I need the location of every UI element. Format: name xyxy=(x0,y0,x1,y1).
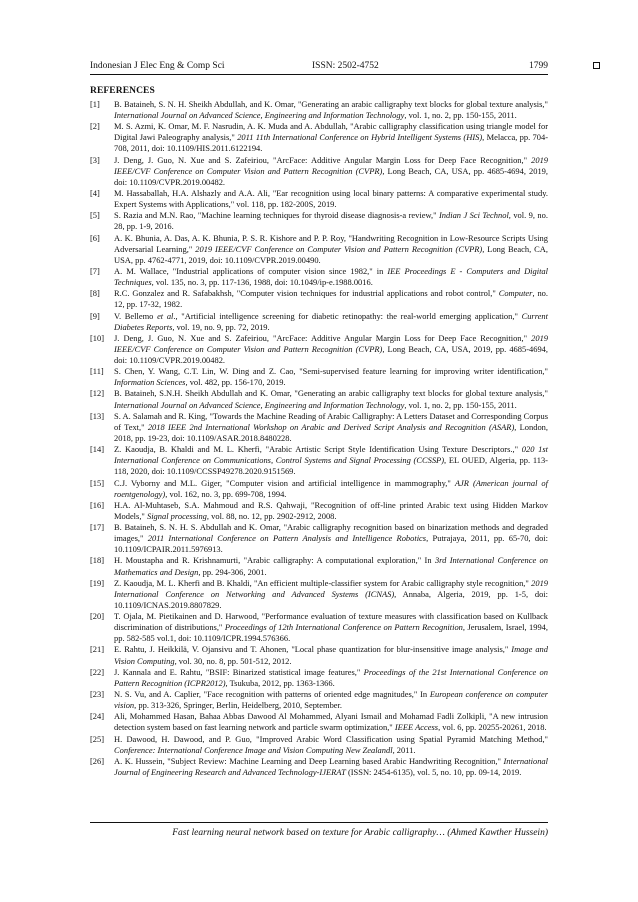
reference-segment: J. Deng, J. Guo, N. Xue and S. Zafeiriou, "ArcFace: Additive Angular Margin Loss for Deep Face Recognition," xyxy=(114,332,532,343)
reference-segment: , no. 12, pp. 17-32, 1982. xyxy=(114,288,548,310)
references-heading: REFERENCES xyxy=(90,86,155,96)
reference-number: [1] xyxy=(90,99,100,109)
reference-source: AJR (American journal of roentgenology) xyxy=(114,477,549,499)
reference-segment: M. Hassaballah, H.A. Alshazly and A.A. Ali, "Ear recognition using local binary patterns: A comparative experimental study. Expert Systems with Applications," vol. 118, pp. 182-200S, 2019. xyxy=(114,188,548,210)
reference-item xyxy=(90,121,548,154)
reference-segment: , vol. 1, no. 2, pp. 150-155, 2011. xyxy=(404,110,517,121)
reference-segment: , pp. 294-306, 2001. xyxy=(198,566,267,577)
reference-source: 2011 International Conference on Pattern Analysis and Intelligence Robotics xyxy=(147,533,427,544)
reference-segment: S. A. Salamah and R. King, "Towards the Machine Reading of Arabic Calligraphy: A Letters Dataset and Corresponding Corpus of Text," xyxy=(114,410,548,432)
reference-source: IEE Proceedings E - Computers and Digital Techniques xyxy=(114,265,548,288)
reference-item xyxy=(90,667,548,689)
reference-source: Image and Vision Computing xyxy=(114,644,548,666)
reference-number: [19] xyxy=(90,577,105,588)
reference-text xyxy=(114,311,548,333)
reference-item xyxy=(90,311,548,333)
reference-item xyxy=(90,233,548,266)
reference-segment: H.A. Al-Muhtaseb, S.A. Mahmoud and R.S. Qahwaji, "Recognition of off-line printed Arabic text using Hidden Markov Models," xyxy=(114,499,548,521)
reference-text xyxy=(114,555,548,577)
reference-item xyxy=(90,522,548,555)
reference-source: 2019 IEEE/CVF Conference on Computer Vision and Pattern Recognition (CVPR) xyxy=(114,332,548,354)
reference-segment: C.J. Vyborny and M.L. Giger, "Computer vision and artificial intelligence in mammography," xyxy=(114,477,455,488)
reference-item xyxy=(90,611,548,644)
reference-number: [7] xyxy=(90,265,100,276)
reference-item xyxy=(90,444,548,477)
reference-segment: E. Rahtu, J. Heikkilä, V. Ojansivu and T. Ahonen, "Local phase quantization for blur-insensitive image analysis," xyxy=(114,644,512,655)
reference-source: et al xyxy=(157,310,174,321)
reference-item xyxy=(90,210,548,232)
reference-segment: , Tsukuba, 2012, pp. 1363-1366. xyxy=(225,677,335,688)
reference-source: 2011 11th International Conference on Hybrid Intelligent Systems (HIS) xyxy=(237,132,483,143)
reference-segment: , vol. 135, no. 3, pp. 117-136, 1988, doi: 10.1049/ip-e.1988.0016. xyxy=(151,277,373,288)
reference-text xyxy=(114,388,548,410)
reference-segment: , vol. 19, no. 9, pp. 72, 2019. xyxy=(172,321,270,332)
reference-segment: A. M. Wallace, "Industrial applications of computer vision since 1982," in xyxy=(114,265,388,276)
reference-source: 2018 IEEE 2nd International Workshop on Arabic and Derived Script Analysis and Recognition (ASAR) xyxy=(147,421,515,432)
reference-number: [5] xyxy=(90,210,100,221)
reference-text xyxy=(114,99,548,121)
reference-number: [16] xyxy=(90,499,105,510)
reference-segment: B. Bataineh, S. N. H. Sheikh Abdullah, and K. Omar, "Generating an arabic calligraphy text blocks for global texture analysis," xyxy=(114,99,548,109)
journal-name: Indonesian J Elec Eng & Comp Sci xyxy=(90,61,225,71)
reference-text xyxy=(114,288,548,310)
reference-text xyxy=(114,522,548,555)
running-footer: Fast learning neural network based on texture for Arabic calligraphy… (Ahmed Kawther Hussein) xyxy=(172,828,548,838)
reference-segment: , vol. 88, no. 12, pp. 2902-2912, 2008. xyxy=(206,510,337,521)
reference-source: Computer xyxy=(498,288,533,299)
page-number: 1799 xyxy=(529,61,548,71)
footer-divider xyxy=(90,822,548,823)
reference-segment: S. Razia and M.N. Rao, "Machine learning techniques for thyroid disease diagnosis-a review," xyxy=(114,210,439,221)
reference-item xyxy=(90,478,548,500)
reference-text xyxy=(114,756,548,778)
checkbox-square-icon xyxy=(593,62,600,69)
reference-number: [12] xyxy=(90,388,105,399)
reference-item xyxy=(90,500,548,522)
reference-segment: , London, 2018, pp. 19-23, doi: 10.1109/ASAR.2018.8480228. xyxy=(114,421,549,443)
reference-segment: , vol. 1, no. 2, pp. 150-155, 2011. xyxy=(404,399,517,410)
reference-item xyxy=(90,155,548,188)
reference-segment: (ISSN: 2454-6135), vol. 5, no. 10, pp. 09-14, 2019. xyxy=(345,766,522,777)
reference-segment: N. S. Vu, and A. Caplier, "Face recognition with patterns of oriented edge magnitudes," In xyxy=(114,689,430,700)
reference-segment: , EL OUED, Algeria, pp. 113-118, 2020, doi: 10.1109/CCSSP49278.2020.9151569. xyxy=(114,455,548,477)
reference-text xyxy=(114,611,548,644)
reference-source: European conference on computer vision xyxy=(114,689,548,711)
reference-item xyxy=(90,188,548,210)
reference-segment: Z. Kaoudja, M. L. Kherfi and B. Khaldi, "An efficient multiple-classifier system for Arabic calligraphy style recognition," xyxy=(114,577,532,588)
reference-item xyxy=(90,266,548,288)
reference-segment: B. Bataineh, S. N. H. S. Abdullah and K. Omar, "Arabic calligraphy recognition based on binarization methods and degraded images," xyxy=(114,522,548,544)
reference-source: 2019 International Conference on Networking and Advanced Systems (ICNAS) xyxy=(114,577,548,599)
reference-item xyxy=(90,411,548,444)
reference-item xyxy=(90,333,548,366)
reference-source: Conference: International Conference Image and Vision Computing New Zealandl xyxy=(114,744,393,755)
reference-segment: , vol. 482, pp. 156-170, 2019. xyxy=(185,377,286,388)
reference-source: 2019 IEEE/CVF Conference on Computer Vision and Pattern Recognition (CVPR) xyxy=(114,154,548,176)
reference-source: Proceedings of 12th International Conference on Pattern Recognition xyxy=(224,622,463,633)
reference-number: [13] xyxy=(90,410,105,421)
reference-number: [20] xyxy=(90,611,105,622)
reference-segment: , vol. 6, pp. 20255-20261, 2018. xyxy=(438,722,547,733)
reference-text xyxy=(114,333,548,366)
reference-number: [22] xyxy=(90,666,105,677)
reference-segment: V. Bellemo xyxy=(114,310,158,321)
reference-segment: , vol. 162, no. 3, pp. 699-708, 1994. xyxy=(165,488,287,499)
reference-number: [23] xyxy=(90,689,105,700)
reference-number: [21] xyxy=(90,644,105,655)
reference-segment: A. K. Bhunia, A. Das, A. K. Bhunia, P. S. R. Kishore and P. P. Roy, "Handwriting Recognition in Low-Resource Scripts Using Adversarial Learning," xyxy=(114,232,548,254)
reference-source: International Journal of Engineering Research and Advanced Technology-IJERAT xyxy=(114,755,548,777)
reference-number: [24] xyxy=(90,711,105,722)
reference-segment: , Annaba, Algeria, 2019, pp. 1-5, doi: 10.1109/ICNAS.2019.8807829. xyxy=(114,588,548,610)
reference-number: [3] xyxy=(90,154,100,165)
reference-segment: H. Dawood, H. Dawood, and P. Guo, "Improved Arabic Word Classification using Spatial Pyramid Matching Method," xyxy=(114,733,548,744)
reference-segment: Z. Kaoudja, B. Khaldi and M. L. Kherfi, "Arabic Artistic Script Style Identification Using Texture Descriptors.," xyxy=(114,444,522,455)
reference-segment: Ali, Mohammed Hasan, Bahaa Abbas Dawood Al Mohammed, Alyani Ismail and Mohamad Fadli Zolkipli, "A new intrusion detection system based on fast learning network and particle swarm optimization," xyxy=(114,711,548,733)
reference-item xyxy=(90,366,548,388)
reference-segment: , Long Beach, CA, USA, 2019, pp. 4685-4694, doi: 10.1109/CVPR.2019.00482. xyxy=(114,343,548,365)
reference-text xyxy=(114,444,548,477)
reference-segment: , Melacca, pp. 704-708, 2011, doi: 10.1109/HIS.2011.6122194. xyxy=(114,132,549,154)
reference-segment: S. Chen, Y. Wang, C.T. Lin, W. Ding and Z. Cao, "Semi-supervised feature learning for improving writer identification," xyxy=(114,366,548,377)
reference-segment: J. Kannala and E. Rahtu, "BSIF: Binarized statistical image features," xyxy=(114,666,364,677)
reference-text xyxy=(114,667,548,689)
reference-text xyxy=(114,366,548,388)
reference-text xyxy=(114,500,548,522)
running-header xyxy=(90,59,548,73)
reference-text xyxy=(114,734,548,756)
reference-item xyxy=(90,288,548,310)
reference-item xyxy=(90,689,548,711)
reference-source: Indian J Sci Technol xyxy=(439,210,509,221)
reference-number: [9] xyxy=(90,310,100,321)
reference-item xyxy=(90,756,548,778)
reference-text xyxy=(114,266,548,288)
reference-segment: M. S. Azmi, K. Omar, M. F. Nasrudin, A. K. Muda and A. Abdullah, "Arabic calligraphy classification using triangle model for Digital Jawi Paleography analysis," xyxy=(114,121,548,143)
reference-segment: J. Deng, J. Guo, N. Xue and S. Zafeiriou, "ArcFace: Additive Angular Margin Loss for Deep Face Recognition," xyxy=(114,154,532,165)
reference-source: International Journal on Advanced Science, Engineering and Information Technology xyxy=(114,110,405,121)
reference-number: [10] xyxy=(90,332,105,343)
reference-text xyxy=(114,478,548,500)
reference-source: 020 1st International Conference on Communications, Control Systems and Signal Processing (CCSSP) xyxy=(114,444,548,466)
reference-item xyxy=(90,644,548,666)
reference-segment: , Jerusalem, Israel, 1994, pp. 582-585 vol.1, doi: 10.1109/ICPR.1994.576366. xyxy=(114,622,548,644)
reference-segment: H. Moustapha and R. Krishnamurti, "Arabic calligraphy: A computational exploration," In xyxy=(114,555,435,566)
reference-text xyxy=(114,210,548,232)
reference-number: [17] xyxy=(90,522,105,533)
reference-number: [11] xyxy=(90,366,104,377)
reference-item xyxy=(90,734,548,756)
reference-segment: ., "Artificial intelligence screening for diabetic retinopathy: the real-world emerging application," xyxy=(173,310,522,321)
header-divider xyxy=(90,74,548,75)
reference-segment: B. Bataineh, S.N.H. Sheikh Abdullah and K. Omar, "Generating an arabic calligraphy text blocks for global texture analysis," xyxy=(114,388,548,399)
reference-text xyxy=(114,188,548,210)
reference-number: [15] xyxy=(90,477,105,488)
reference-segment: , pp. 313-326, Springer, Berlin, Heidelberg, 2010, September. xyxy=(134,700,342,711)
reference-source: IEEE Access xyxy=(394,722,439,733)
reference-item xyxy=(90,578,548,611)
reference-number: [8] xyxy=(90,288,100,299)
reference-segment: R.C. Gonzalez and R. Safabakhsh, "Computer vision techniques for industrial applications and robot control," xyxy=(114,288,499,299)
reference-item xyxy=(90,555,548,577)
reference-segment: A. K. Hussein, "Subject Review: Machine Learning and Deep Learning based Arabic Handwriting Recognition," xyxy=(114,755,504,766)
reference-number: [6] xyxy=(90,232,100,243)
reference-text xyxy=(114,711,548,733)
reference-text xyxy=(114,411,548,444)
reference-number: [26] xyxy=(90,755,105,766)
reference-source: Proceedings of the 21st International Conference on Pattern Recognition (ICPR2012) xyxy=(114,666,548,688)
reference-segment: , Long Beach, CA, USA, pp. 4685-4694, 2019, doi: 10.1109/CVPR.2019.00482. xyxy=(114,165,548,187)
reference-source: Information Sciences xyxy=(114,377,186,388)
reference-number: [18] xyxy=(90,555,105,566)
reference-text xyxy=(114,578,548,611)
reference-segment: , vol. 30, no. 8, pp. 501-512, 2012. xyxy=(174,655,292,666)
reference-segment: T. Ojala, M. Pietikainen and D. Harwood, "Performance evaluation of texture measures with classification based on Kullback discrimination of distributions," xyxy=(114,611,548,633)
reference-segment: , Putrajaya, 2011, pp. 65-70, doi: 10.1109/ICPAIR.2011.5976913. xyxy=(114,533,548,555)
reference-number: [14] xyxy=(90,444,105,455)
reference-item xyxy=(90,711,548,733)
reference-text xyxy=(114,233,548,266)
reference-source: 2019 IEEE/CVF Conference on Computer Vision and Pattern Recognition (CVPR) xyxy=(195,243,483,254)
reference-text xyxy=(114,689,548,711)
reference-source: 3rd International Conference on Mathematics and Design xyxy=(114,555,548,577)
reference-number: [2] xyxy=(90,121,100,132)
reference-list xyxy=(90,99,548,778)
issn: ISSN: 2502-4752 xyxy=(312,61,379,71)
reference-source: Signal processing xyxy=(146,510,207,521)
reference-segment: , Long Beach, CA, USA, pp. 4762-4771, 2019, doi: 10.1109/CVPR.2019.00490. xyxy=(114,243,548,265)
reference-source: Current Diabetes Reports xyxy=(114,310,548,332)
reference-segment: , 2011. xyxy=(392,744,416,755)
reference-item xyxy=(90,388,548,410)
reference-text xyxy=(114,155,548,188)
reference-segment: , vol. 9, no. 28, pp. 1-9, 2016. xyxy=(114,210,548,232)
reference-item xyxy=(90,99,548,121)
reference-number: [4] xyxy=(90,188,100,199)
reference-number: [25] xyxy=(90,733,105,744)
reference-source: International Journal on Advanced Science, Engineering and Information Technology xyxy=(114,399,405,410)
reference-text xyxy=(114,121,548,154)
reference-text xyxy=(114,644,548,666)
